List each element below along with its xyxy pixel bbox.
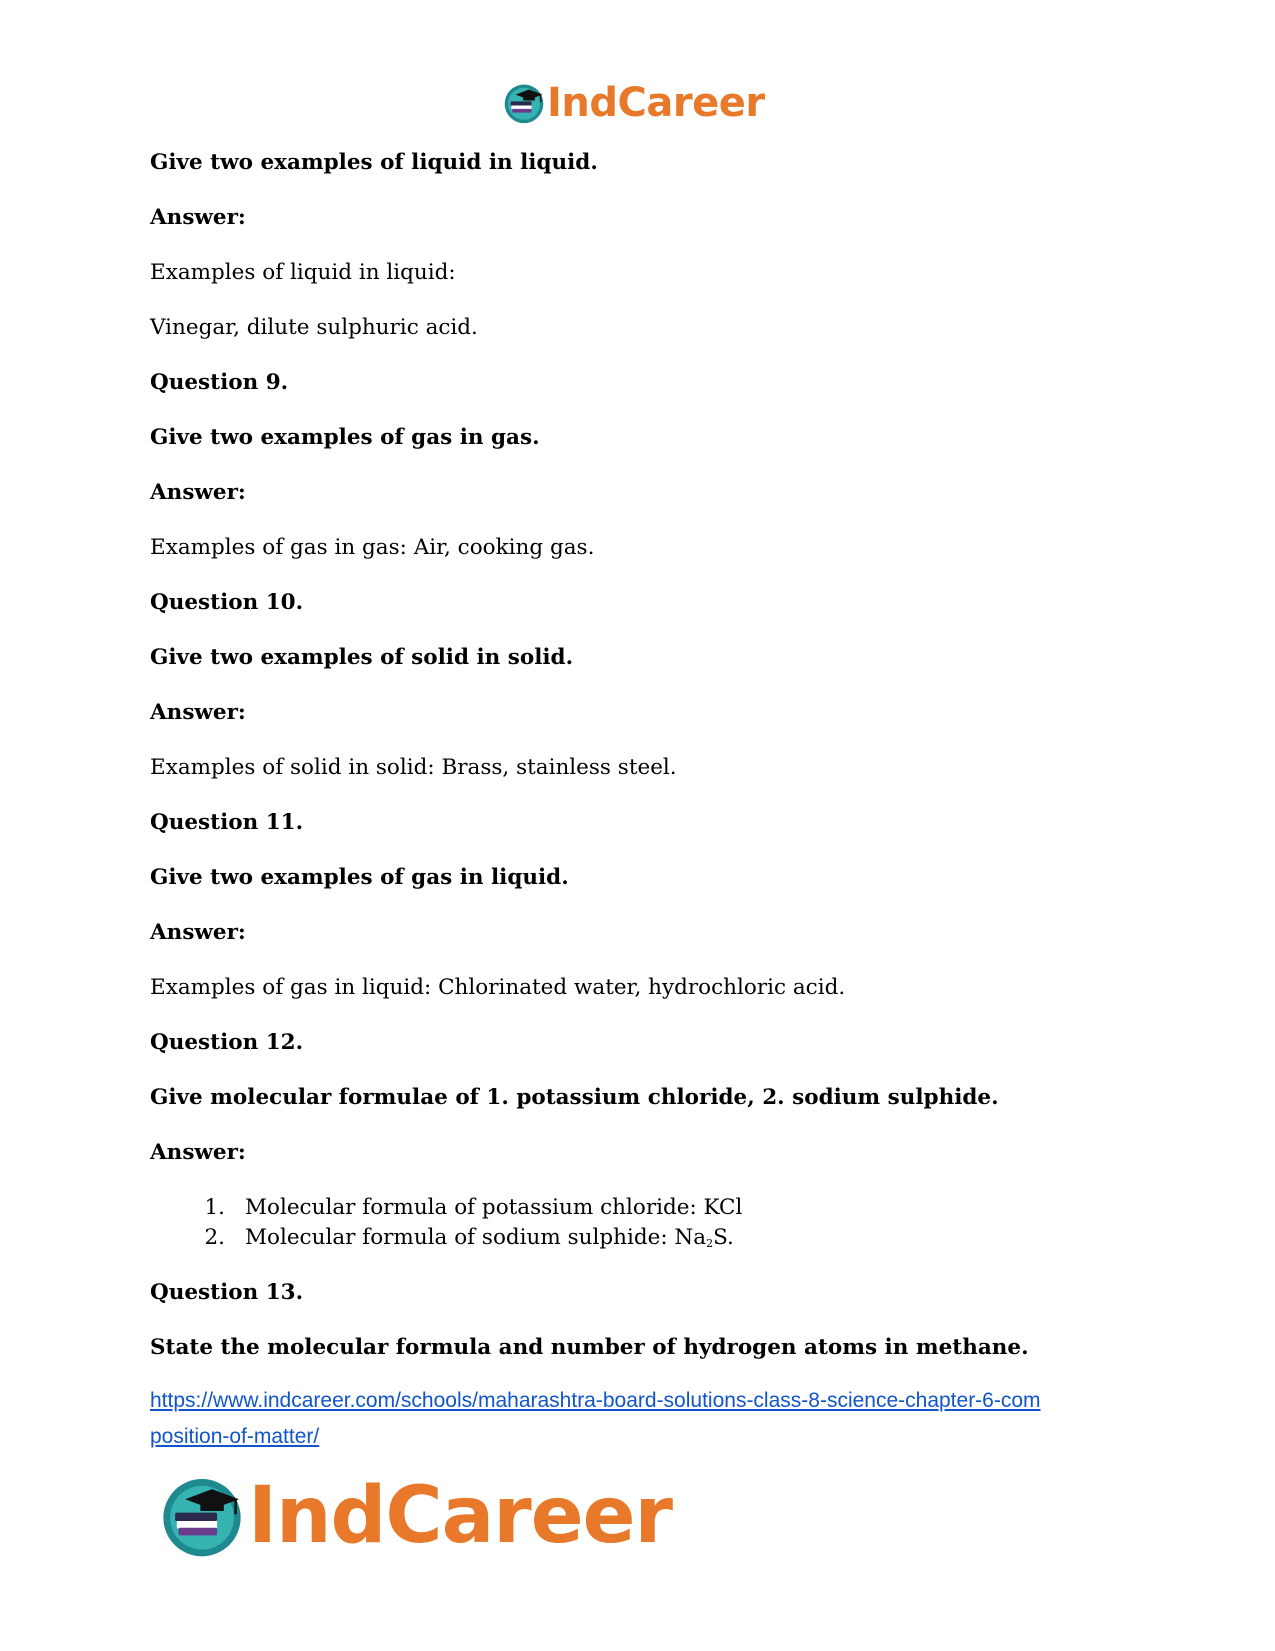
formula-suffix: S. [713, 1225, 734, 1250]
source-link-line: position-of-matter/ [150, 1425, 320, 1448]
indcareer-emblem-icon [503, 82, 545, 124]
question-number: Question 12. [150, 1030, 304, 1055]
question-number: Question 10. [150, 590, 304, 615]
logo-wordmark: IndCareer [547, 80, 765, 126]
list-number: 2. [204, 1225, 225, 1250]
question-text: Give two examples of gas in gas. [150, 425, 540, 450]
list-item-text [245, 1223, 734, 1259]
document-body [150, 148, 1150, 1388]
list-number: 1. [204, 1195, 225, 1220]
footer-logo [160, 1468, 672, 1564]
answer-heading: Answer: [150, 205, 246, 230]
answer-text: Examples of gas in liquid: Chlorinated water, hydrochloric acid. [150, 975, 846, 1000]
header-logo [503, 80, 765, 126]
question-number: Question 13. [150, 1280, 304, 1305]
answer-heading: Answer: [150, 700, 246, 725]
answer-text: Examples of solid in solid: Brass, stainless steel. [150, 755, 677, 780]
formula-subscript: 2 [706, 1237, 714, 1250]
answer-text: Examples of liquid in liquid: [150, 260, 456, 285]
source-link[interactable] [150, 1383, 1150, 1455]
question-text: Give two examples of gas in liquid. [150, 865, 569, 890]
indcareer-emblem-icon [160, 1474, 244, 1558]
answer-heading: Answer: [150, 480, 246, 505]
answer-heading: Answer: [150, 920, 246, 945]
answer-text: Examples of gas in gas: Air, cooking gas. [150, 535, 595, 560]
question-text: Give two examples of liquid in liquid. [150, 150, 598, 175]
list-item-text: Molecular formula of potassium chloride: KCl [245, 1195, 743, 1220]
question-text: State the molecular formula and number of hydrogen atoms in methane. [150, 1335, 1029, 1360]
answer-list [150, 1193, 1150, 1278]
answer-text: Vinegar, dilute sulphuric acid. [150, 315, 478, 340]
list-item [150, 1193, 1150, 1223]
logo-wordmark: IndCareer [248, 1471, 672, 1561]
question-text: Give two examples of solid in solid. [150, 645, 574, 670]
source-link-line: https://www.indcareer.com/schools/maharashtra-board-solutions-class-8-science-chapter-6-com [150, 1389, 1041, 1412]
list-item [150, 1223, 1150, 1259]
question-number: Question 11. [150, 810, 304, 835]
answer-heading: Answer: [150, 1140, 246, 1165]
question-number: Question 9. [150, 370, 289, 395]
formula-prefix: Molecular formula of sodium sulphide: Na [245, 1225, 707, 1250]
question-text: Give molecular formulae of 1. potassium chloride, 2. sodium sulphide. [150, 1085, 999, 1110]
